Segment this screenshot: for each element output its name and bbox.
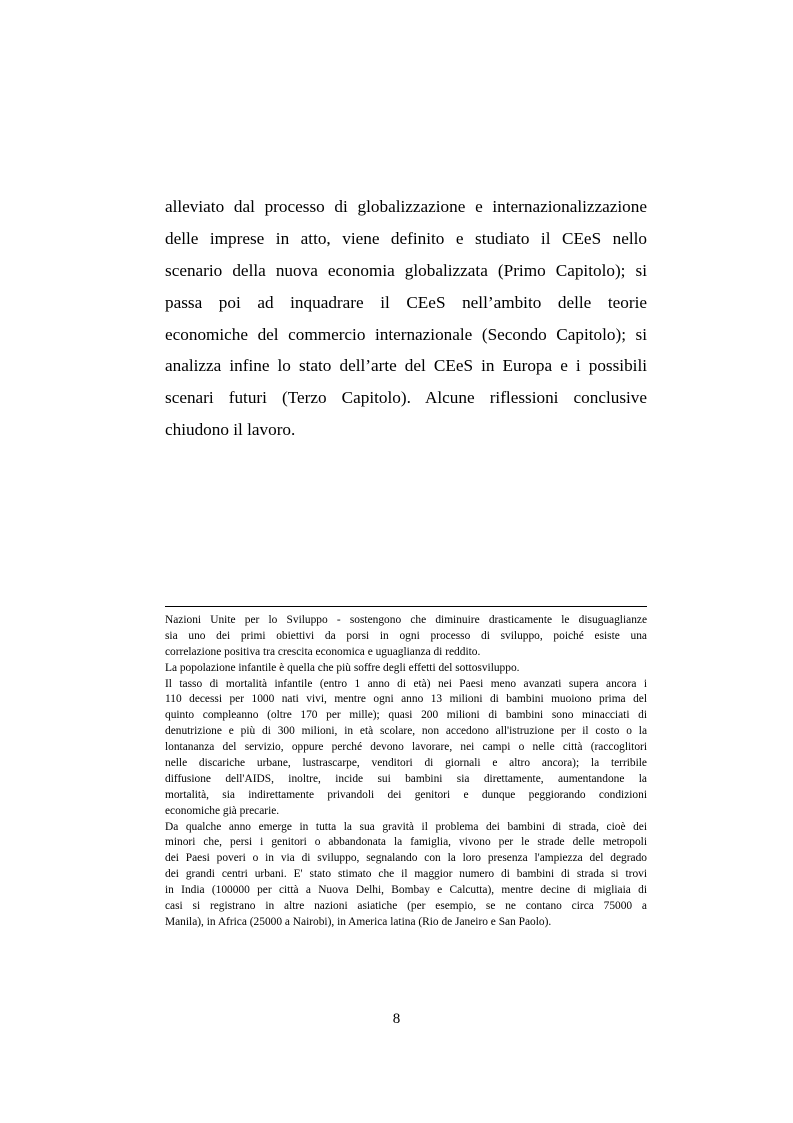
page-number: 8 — [392, 1011, 401, 1027]
footnote-line: dei Paesi poveri o in via di sviluppo, segnalando con la loro presenza l'ampiezza del degrado — [165, 852, 647, 865]
footnote-line: denutrizione e più di 300 milioni, in età scolare, non accedono all'istruzione per il costo o la — [165, 725, 647, 738]
footnote-line: lontananza del servizio, oppure perché devono lavorare, nei campi o nelle città (raccoglitori — [165, 741, 647, 754]
footnote-line: Il tasso di mortalità infantile (entro 1 anno di età) nei Paesi meno avanzati supera ancora i — [165, 677, 647, 690]
body-line: economiche del commercio internazionale (Secondo Capitolo); si — [165, 324, 647, 344]
footnote-line: in India (100000 per città a Nuova Delhi, Bombay e Calcutta), mentre decine di migliaia di — [165, 884, 647, 897]
footnote-line: casi si registrano in altre nazioni asiatiche (per esempio, se ne contano circa 75000 a — [165, 900, 647, 913]
footnote-line: Nazioni Unite per lo Sviluppo - sostengono che diminuire drasticamente le disuguaglianze — [165, 614, 647, 626]
body-line: chiudono il lavoro. — [165, 420, 296, 440]
footnote-line: dei grandi centri urbani. E' stato stimato che il maggior numero di bambini di strada si trovi — [165, 868, 647, 881]
footnote-line: nelle discariche urbane, lustrascarpe, venditori di giornali e altro ancora); la terribile — [165, 757, 647, 770]
footnote-line: La popolazione infantile è quella che più soffre degli effetti del sottosviluppo. — [165, 661, 520, 674]
footnote-line: correlazione positiva tra crescita economica e uguaglianza di reddito. — [165, 645, 481, 658]
body-line: analizza infine lo stato dell’arte del CEeS in Europa e i possibili — [165, 356, 647, 376]
body-line: passa poi ad inquadrare il CEeS nell’ambito delle teorie — [165, 292, 647, 312]
footnote-line: Da qualche anno emerge in tutta la sua gravità il problema dei bambini di strada, cioè dei — [165, 820, 647, 833]
footnote-line: diffusione dell'AIDS, inoltre, incide sui bambini sia direttamente, aumentandone la — [165, 772, 647, 785]
body-line: delle imprese in atto, viene definito e studiato il CEeS nello — [165, 228, 647, 248]
body-paragraph — [165, 191, 647, 446]
footnote-line: economiche già precarie. — [165, 804, 280, 817]
footnote-line: mortalità, sia indirettamente privandoli dei genitori e dunque peggiorando condizioni — [165, 788, 647, 801]
body-line: scenario della nuova economia globalizzata (Primo Capitolo); si — [165, 260, 647, 280]
footnote-line: 110 decessi per 1000 nati vivi, mentre ogni anno 13 milioni di bambini muoiono prima del — [165, 693, 647, 706]
footnotes — [165, 613, 647, 931]
body-line: scenari futuri (Terzo Capitolo). Alcune riflessioni conclusive — [165, 388, 647, 408]
footnote-line: sia uno dei primi obiettivi da porsi in ogni processo di sviluppo, poiché esiste una — [165, 629, 647, 642]
footnote-divider — [165, 606, 647, 607]
footnote-line: Manila), in Africa (25000 a Nairobi), in America latina (Rio de Janeiro e San Paolo). — [165, 915, 552, 928]
footnote-line: minori che, persi i genitori o abbandonata la famiglia, vivono per le strade delle metropoli — [165, 836, 647, 849]
footnote-line: quinto compleanno (oltre 170 per mille); quasi 200 milioni di bambini sono minacciati di — [165, 709, 647, 722]
body-line: alleviato dal processo di globalizzazione e internazionalizzazione — [165, 197, 647, 216]
